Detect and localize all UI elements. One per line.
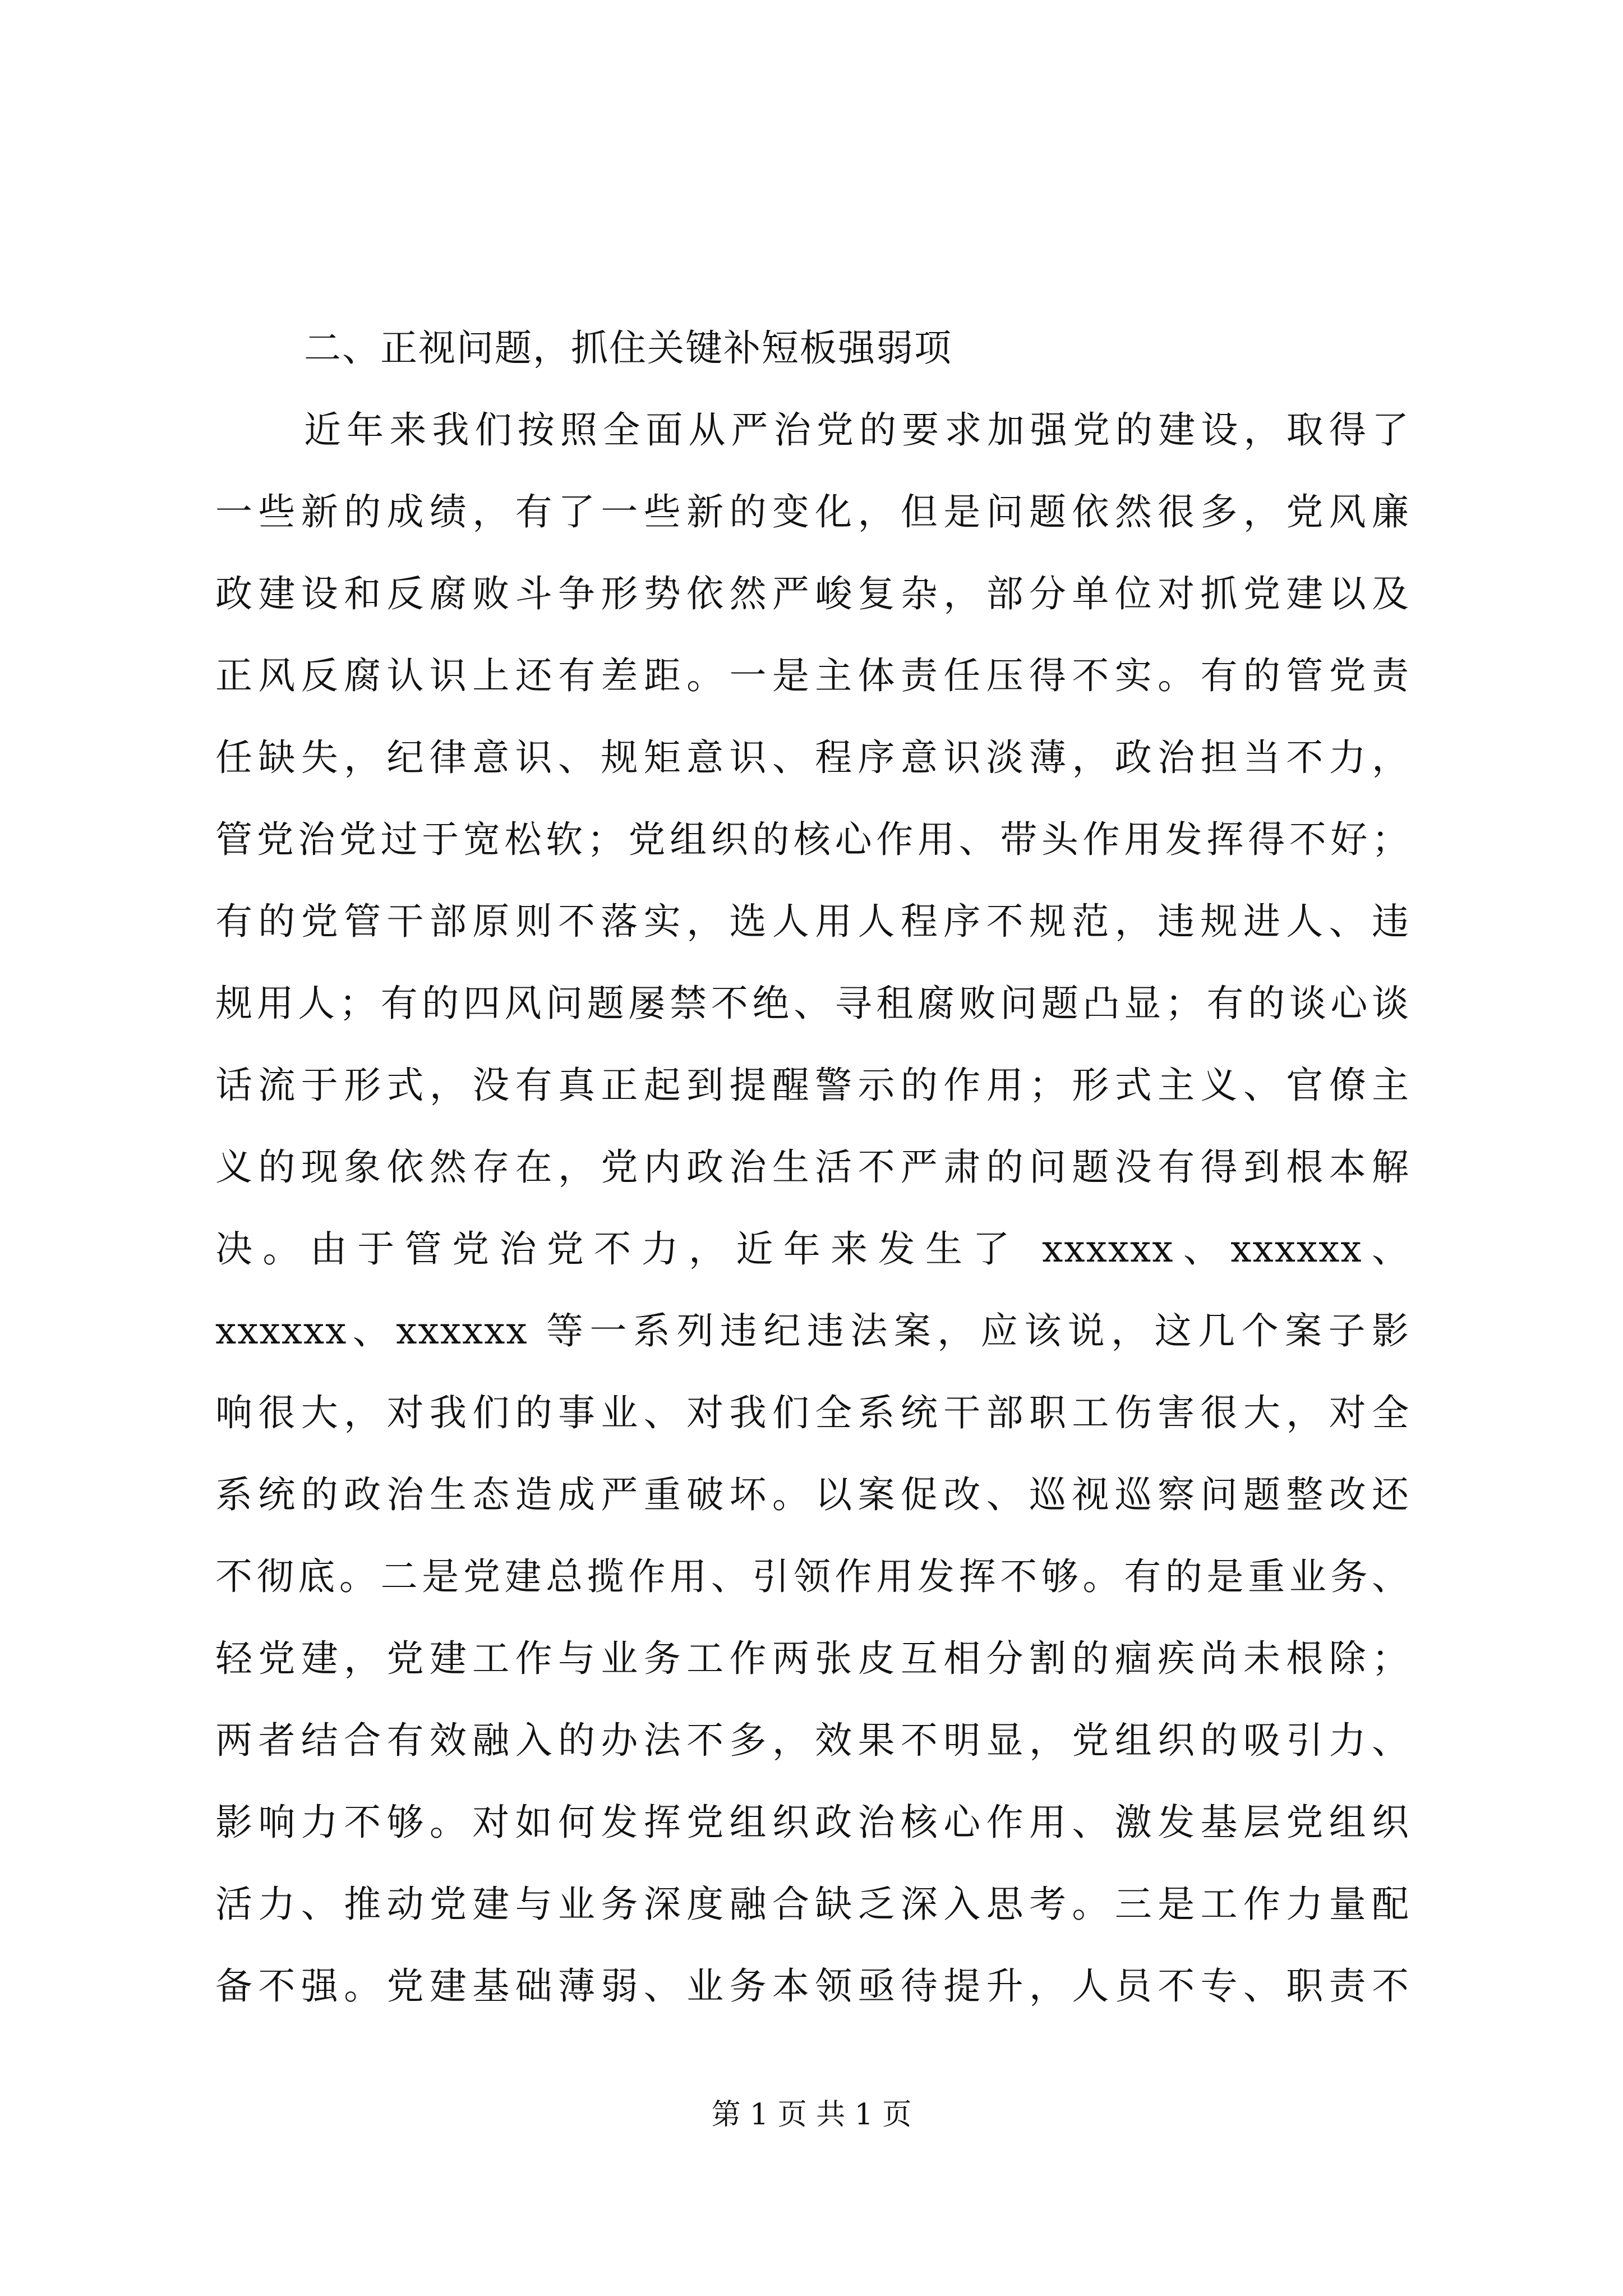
paragraph-line: 正风反腐认识上还有差距。一是主体责任压得不实。有的管党责: [215, 654, 1410, 697]
paragraph-line: 活力、推动党建与业务深度融合缺乏深入思考。三是工作力量配: [215, 1883, 1410, 1926]
paragraph-line: 管党治党过于宽松软；党组织的核心作用、带头作用发挥得不好；: [215, 818, 1410, 861]
paragraph-line: 备不强。党建基础薄弱、业务本领亟待提升，人员不专、职责不: [215, 1964, 1410, 2008]
paragraph-line: 响很大，对我们的事业、对我们全系统干部职工伤害很大，对全: [215, 1391, 1410, 1434]
paragraph-line: 有的党管干部原则不落实，选人用人程序不规范，违规进人、违: [215, 900, 1410, 943]
paragraph-line: xxxxxx、xxxxxx 等一系列违纪违法案，应该说，这几个案子影: [215, 1309, 1410, 1352]
paragraph-line: 系统的政治生态造成严重破坏。以案促改、巡视巡察问题整改还: [215, 1473, 1410, 1516]
section-heading: 二、正视问题，抓住关键补短板强弱项: [304, 326, 952, 370]
document-body: [215, 307, 1410, 2027]
paragraph-line: 义的现象依然存在，党内政治生活不严肃的问题没有得到根本解: [215, 1145, 1410, 1189]
paragraph-line: 轻党建，党建工作与业务工作两张皮互相分割的痼疾尚未根除；: [215, 1637, 1410, 1680]
paragraph-line: 政建设和反腐败斗争形势依然严峻复杂，部分单位对抓党建以及: [215, 572, 1410, 615]
paragraph-line: 两者结合有效融入的办法不多，效果不明显，党组织的吸引力、: [215, 1719, 1410, 1762]
page-footer: 第 1 页 共 1 页: [711, 2098, 912, 2132]
paragraph-line: 一些新的成绩，有了一些新的变化，但是问题依然很多，党风廉: [215, 490, 1410, 533]
paragraph-line: 不彻底。二是党建总揽作用、引领作用发挥不够。有的是重业务、: [215, 1555, 1410, 1598]
paragraph-line: 决。由于管党治党不力，近年来发生了 xxxxxx、xxxxxx、: [215, 1227, 1410, 1271]
paragraph-line: 影响力不够。对如何发挥党组织政治核心作用、激发基层党组织: [215, 1801, 1410, 1844]
body-paragraph: [215, 389, 1410, 2027]
paragraph-line: 近年来我们按照全面从严治党的要求加强党的建设，取得了: [304, 408, 1410, 452]
paragraph-line: 任缺失，纪律意识、规矩意识、程序意识淡薄，政治担当不力，: [215, 736, 1410, 779]
paragraph-line: 规用人；有的四风问题屡禁不绝、寻租腐败问题凸显；有的谈心谈: [215, 982, 1410, 1025]
paragraph-line: 话流于形式，没有真正起到提醒警示的作用；形式主义、官僚主: [215, 1064, 1410, 1107]
